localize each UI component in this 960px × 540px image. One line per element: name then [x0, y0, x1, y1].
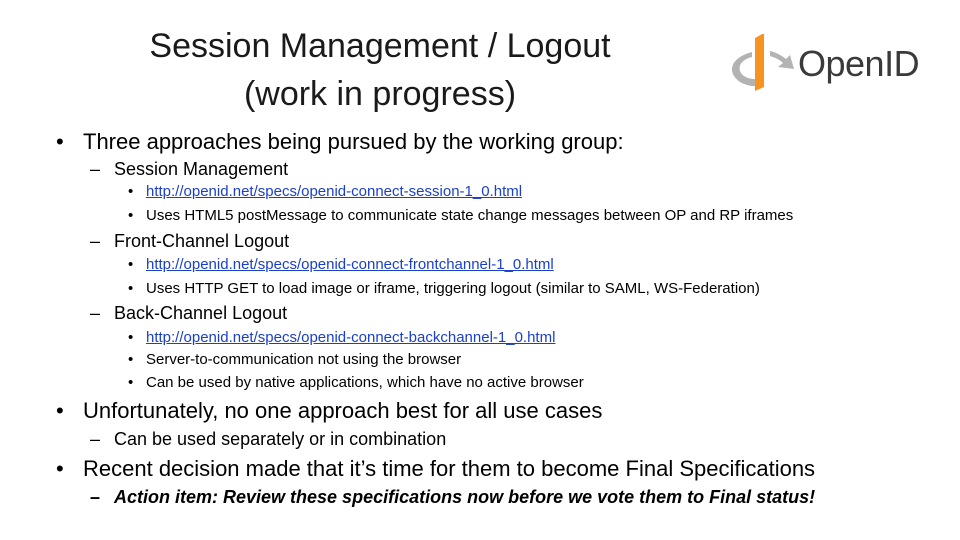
title-line-1: Session Management / Logout [149, 27, 611, 65]
bullet-1-text: Three approaches being pursued by the working group: [83, 129, 624, 154]
sub-sub-item [128, 256, 554, 274]
sub-sub-item-text: Uses HTTP GET to load image or iframe, triggering logout (similar to SAML, WS-Federation) [146, 280, 760, 297]
action-item [90, 486, 815, 508]
sub-sub-item [128, 351, 461, 369]
dash-icon: – [90, 231, 101, 251]
bullet-dot-icon: • [128, 374, 134, 391]
sub-item-label: Session Management [114, 159, 289, 179]
bullet-2-text: Unfortunately, no one approach best for all use cases [83, 398, 603, 423]
sub-sub-item-text: Can be used by native applications, which have no active browser [146, 374, 584, 391]
bullet-dot-icon: • [56, 398, 64, 423]
sub-sub-item [128, 207, 793, 225]
dash-icon: – [90, 303, 101, 323]
bullet-dot-icon: • [56, 129, 64, 154]
frontchannel-spec-link[interactable]: http://openid.net/specs/openid-connect-frontchannel-1_0.html [146, 256, 554, 273]
sub-sub-item [128, 329, 555, 347]
sub-item [90, 428, 446, 450]
sub-item-label: Can be used separately or in combination [114, 429, 447, 449]
sub-sub-item [128, 183, 522, 201]
sub-item-back-channel-logout [90, 302, 287, 324]
backchannel-spec-link[interactable]: http://openid.net/specs/openid-connect-backchannel-1_0.html [146, 329, 556, 346]
bullet-dot-icon: • [128, 280, 134, 297]
bullet-dot-icon: • [56, 456, 64, 481]
sub-item-label: Front-Channel Logout [114, 231, 290, 251]
sub-item-label: Back-Channel Logout [114, 303, 288, 323]
sub-item-front-channel-logout [90, 230, 289, 252]
bullet-3-text: Recent decision made that it’s time for them to become Final Specifications [83, 456, 816, 481]
bullet-2 [56, 398, 602, 424]
session-spec-link[interactable]: http://openid.net/specs/openid-connect-session-1_0.html [146, 183, 523, 200]
dash-icon: – [90, 429, 101, 449]
dash-icon: – [90, 487, 101, 507]
bullet-1 [56, 129, 624, 155]
sub-sub-item [128, 280, 760, 298]
action-item-text: Action item: Review these specifications now before we vote them to Final status! [114, 487, 816, 507]
sub-item-session-management [90, 158, 288, 180]
logo-text: OpenID [798, 43, 920, 84]
dash-icon: – [90, 159, 101, 179]
bullet-dot-icon: • [128, 183, 134, 200]
bullet-dot-icon: • [128, 256, 134, 273]
bullet-dot-icon: • [128, 329, 134, 346]
sub-sub-item [128, 374, 584, 392]
bullet-dot-icon: • [128, 207, 134, 224]
sub-sub-item-text: Uses HTML5 postMessage to communicate state change messages between OP and RP iframes [146, 207, 794, 224]
title-line-2: (work in progress) [243, 75, 517, 113]
bullet-3 [56, 456, 815, 482]
bullet-dot-icon: • [128, 351, 134, 368]
sub-sub-item-text: Server-to-communication not using the browser [146, 351, 462, 368]
